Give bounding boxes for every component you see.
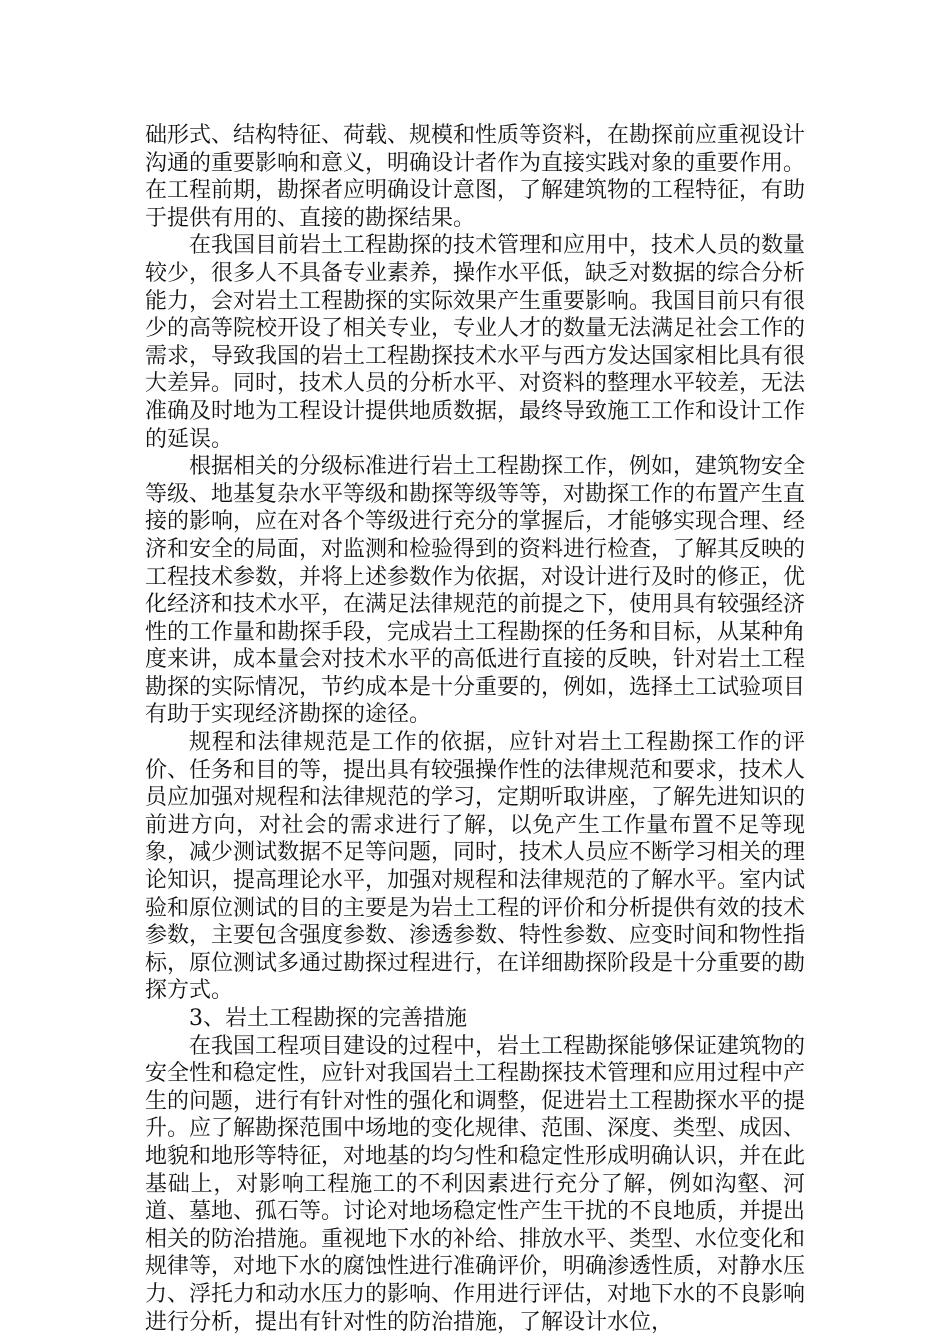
paragraph-5: 在我国工程项目建设的过程中，岩土工程勘探能够保证建筑物的安全性和稳定性，应针对我国岩土工程勘探技术管理和应用过程中产生的问题，进行有针对性的强化和调整，促进岩土工程勘探水平的提升。应了解勘探范围中场地的变化规律、范围、深度、类型、成因、地貌和地形等特征，对地基的均匀性和稳定性形成明确认识，并在此基础上，对影响工程施工的不利因素进行充分了解，例如沟壑、河道、墓地、孤石等。讨论对地场稳定性产生干扰的不良地质，并提出相关的防治措施。重视地下水的补给、排放水平、类型、水位变化和规律等，对地下水的腐蚀性进行准确评价，明确渗透性质，对静水压力、浮托力和动水压力的影响、作用进行评估，对地下水的不良影响进行分析，提出有针对性的防治措施，了解设计水位， — [145, 1033, 806, 1335]
body-text — [145, 122, 805, 1336]
paragraph-3: 根据相关的分级标准进行岩土工程勘探工作，例如，建筑物安全等级、地基复杂水平等级和勘探等级等等，对勘探工作的布置产生直接的影响，应在对各个等级进行充分的掌握后，才能够实现合理、经济和安全的局面，对监测和检验得到的资料进行检查，了解其反映的工程技术参数，并将上述参数作为依据，对设计进行及时的修正，优化经济和技术水平，在满足法律规范的前提之下，使用具有较强经济性的工作量和勘探手段，完成岩土工程勘探的任务和目标，从某种角度来讲，成本量会对技术水平的高低进行直接的反映，针对岩土工程勘探的实际情况，节约成本是十分重要的，例如，选择土工试验项目有助于实现经济勘探的途径。 — [145, 454, 806, 728]
section-heading: 3、岩土工程勘探的完善措施 — [189, 1006, 467, 1031]
paragraph-4: 规程和法律规范是工作的依据，应针对岩土工程勘探工作的评价、任务和目的等，提出具有较强操作性的法律规范和要求，技术人员应加强对规程和法律规范的学习，定期听取讲座，了解先进知识的前进方向，对社会的需求进行了解，以免产生工作量布置不足等现象，减少测试数据不足等问题，同时，技术人员应不断学习相关的理论知识，提高理论水平，加强对规程和法律规范的了解水平。室内试验和原位测试的目的主要是为岩土工程的评价和分析提供有效的技术参数，主要包含强度参数、渗透参数、特性参数、应变时间和物性指标，原位测试多通过勘探过程进行，在详细勘探阶段是十分重要的勘探方式。 — [145, 730, 806, 1004]
paragraph-1: 础形式、结构特征、荷载、规模和性质等资料，在勘探前应重视设计沟通的重要影响和意义，明确设计者作为直接实践对象的重要作用。在工程前期，勘探者应明确设计意图，了解建筑物的工程特征，有助于提供有用的、直接的勘探结果。 — [145, 123, 806, 231]
paragraph-2: 在我国目前岩土工程勘探的技术管理和应用中，技术人员的数量较少，很多人不具备专业素养，操作水平低，缺乏对数据的综合分析能力，会对岩土工程勘探的实际效果产生重要影响。我国目前只有很少的高等院校开设了相关专业，专业人才的数量无法满足社会工作的需求，导致我国的岩土工程勘探技术水平与西方发达国家相比具有很大差异。同时，技术人员的分析水平、对资料的整理水平较差，无法准确及时地为工程设计提供地质数据，最终导致施工工作和设计工作的延误。 — [145, 233, 806, 452]
